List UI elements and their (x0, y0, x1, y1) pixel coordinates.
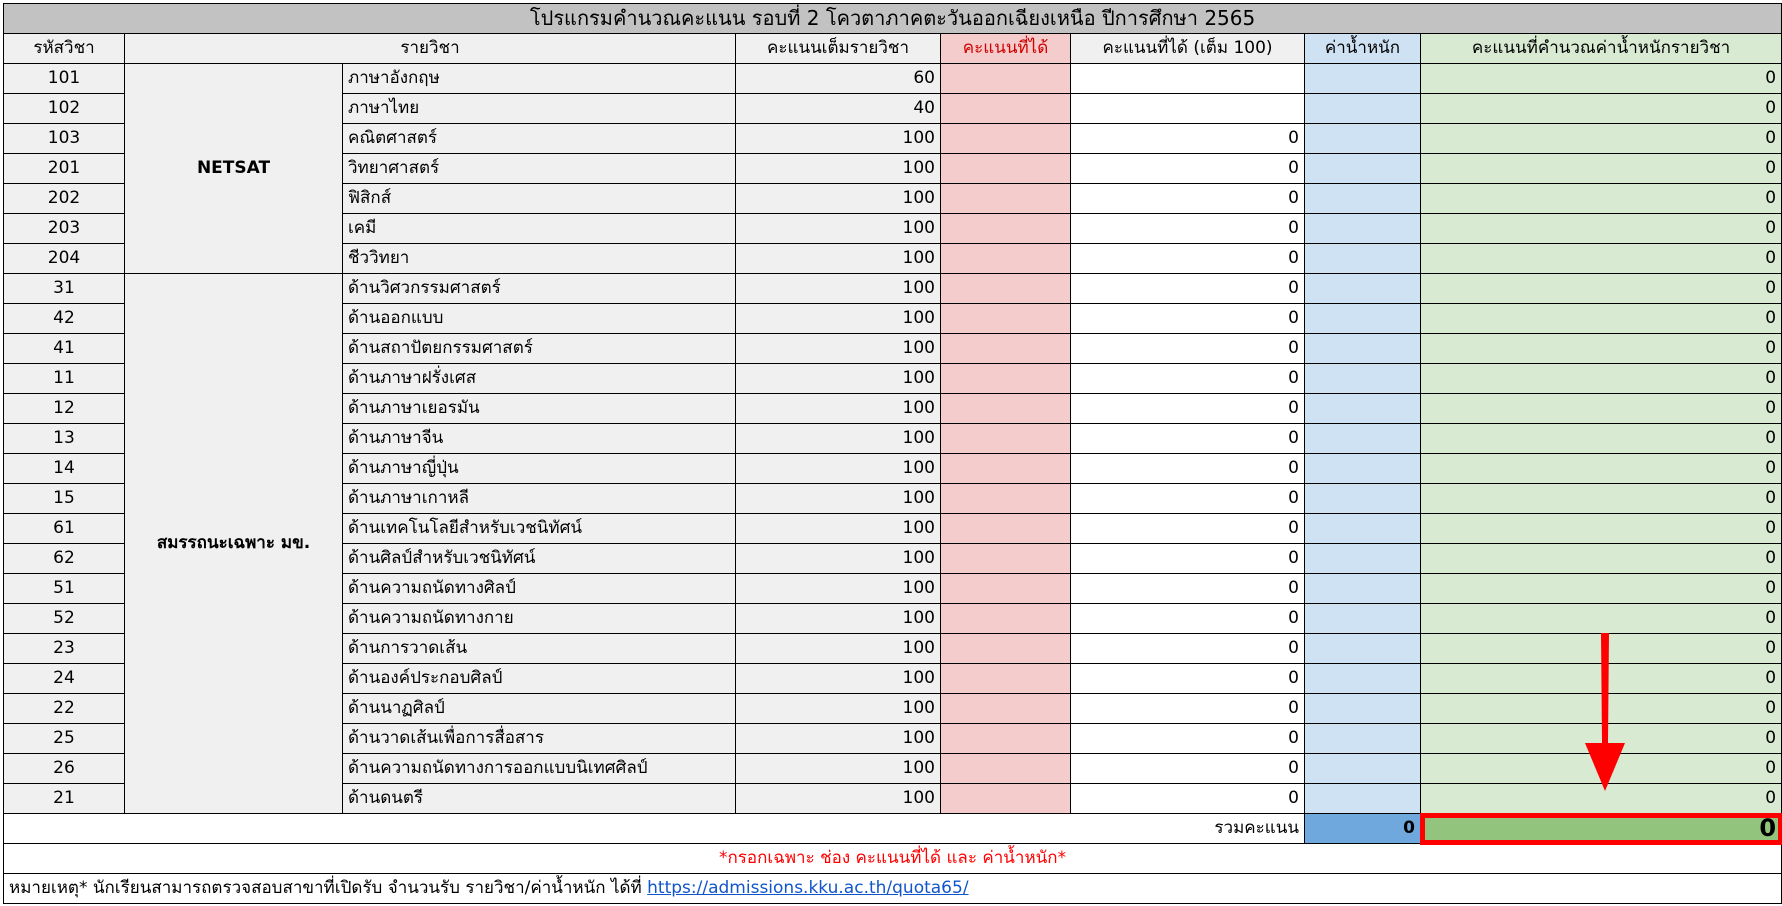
score-input-cell[interactable] (941, 784, 1071, 814)
subject-code: 204 (4, 244, 125, 274)
score-100: 0 (1071, 334, 1305, 364)
weighted-score: 0 (1421, 424, 1782, 454)
score-100: 0 (1071, 394, 1305, 424)
weight-input-cell[interactable] (1305, 214, 1421, 244)
subject-code: 24 (4, 664, 125, 694)
weighted-score: 0 (1421, 544, 1782, 574)
weight-input-cell[interactable] (1305, 394, 1421, 424)
note-cell (4, 874, 1782, 904)
subject-code: 31 (4, 274, 125, 304)
weighted-score: 0 (1421, 724, 1782, 754)
weight-input-cell[interactable] (1305, 424, 1421, 454)
weighted-score: 0 (1421, 94, 1782, 124)
weight-input-cell[interactable] (1305, 694, 1421, 724)
subject-code: 201 (4, 154, 125, 184)
weighted-score: 0 (1421, 214, 1782, 244)
weighted-score: 0 (1421, 784, 1782, 814)
score-100: 0 (1071, 694, 1305, 724)
full-score: 100 (736, 244, 941, 274)
score-100: 0 (1071, 454, 1305, 484)
score-input-cell[interactable] (941, 694, 1071, 724)
score-calculator-sheet (3, 3, 1782, 904)
score-input-cell[interactable] (941, 244, 1071, 274)
score-100: 0 (1071, 724, 1305, 754)
score-input-cell[interactable] (941, 184, 1071, 214)
weighted-score: 0 (1421, 304, 1782, 334)
subject-name: ด้านภาษาฝรั่งเศส (343, 364, 736, 394)
score-100: 0 (1071, 244, 1305, 274)
table-row (4, 274, 1782, 304)
subject-name: ฟิสิกส์ (343, 184, 736, 214)
weighted-score: 0 (1421, 664, 1782, 694)
score-input-cell[interactable] (941, 274, 1071, 304)
score-100: 0 (1071, 514, 1305, 544)
weighted-score: 0 (1421, 454, 1782, 484)
full-score: 100 (736, 754, 941, 784)
weighted-score: 0 (1421, 694, 1782, 724)
subject-name: ด้านออกแบบ (343, 304, 736, 334)
weighted-score: 0 (1421, 64, 1782, 94)
full-score: 100 (736, 124, 941, 154)
score-input-cell[interactable] (941, 574, 1071, 604)
subject-name: ด้านเทคโนโลยีสำหรับเวชนิทัศน์ (343, 514, 736, 544)
weight-input-cell[interactable] (1305, 604, 1421, 634)
header-weighted: คะแนนที่คำนวณค่าน้ำหนักรายวิชา (1421, 34, 1782, 64)
weight-input-cell[interactable] (1305, 754, 1421, 784)
subject-name: ภาษาไทย (343, 94, 736, 124)
score-input-cell[interactable] (941, 154, 1071, 184)
subject-code: 21 (4, 784, 125, 814)
score-100 (1071, 94, 1305, 124)
subject-code: 103 (4, 124, 125, 154)
score-input-cell[interactable] (941, 124, 1071, 154)
full-score: 100 (736, 424, 941, 454)
header-score: คะแนนที่ได้ (941, 34, 1071, 64)
weighted-score: 0 (1421, 364, 1782, 394)
subject-code: 22 (4, 694, 125, 724)
full-score: 100 (736, 574, 941, 604)
weight-input-cell[interactable] (1305, 634, 1421, 664)
subject-name: ด้านนาฏศิลป์ (343, 694, 736, 724)
total-weighted-cell[interactable]: 0 (1421, 814, 1782, 844)
full-score: 100 (736, 694, 941, 724)
full-score: 100 (736, 664, 941, 694)
table-row (4, 64, 1782, 94)
subject-name: ชีววิทยา (343, 244, 736, 274)
red-arrow-icon (1585, 633, 1625, 791)
score-input-cell[interactable] (941, 394, 1071, 424)
subject-code: 52 (4, 604, 125, 634)
subject-name: ด้านสถาปัตยกรรมศาสตร์ (343, 334, 736, 364)
subject-code: 14 (4, 454, 125, 484)
full-score: 40 (736, 94, 941, 124)
weight-input-cell[interactable] (1305, 154, 1421, 184)
weighted-score: 0 (1421, 604, 1782, 634)
subject-code: 12 (4, 394, 125, 424)
weighted-score: 0 (1421, 274, 1782, 304)
weight-input-cell[interactable] (1305, 664, 1421, 694)
subject-name: ด้านภาษาจีน (343, 424, 736, 454)
subject-name: ด้านภาษาเกาหลี (343, 484, 736, 514)
weighted-score: 0 (1421, 394, 1782, 424)
subject-code: 62 (4, 544, 125, 574)
subject-name: วิทยาศาสตร์ (343, 154, 736, 184)
weight-input-cell[interactable] (1305, 784, 1421, 814)
score-input-cell[interactable] (941, 304, 1071, 334)
score-input-cell[interactable] (941, 604, 1071, 634)
total-weight-cell[interactable]: 0 (1305, 814, 1421, 844)
score-100: 0 (1071, 574, 1305, 604)
subject-code: 61 (4, 514, 125, 544)
weighted-score: 0 (1421, 334, 1782, 364)
score-100: 0 (1071, 604, 1305, 634)
full-score: 100 (736, 604, 941, 634)
header-subject: รายวิชา (125, 34, 736, 64)
subject-name: ด้านภาษาญี่ปุ่น (343, 454, 736, 484)
subject-code: 41 (4, 334, 125, 364)
header-weight: ค่าน้ำหนัก (1305, 34, 1421, 64)
score-100: 0 (1071, 304, 1305, 334)
full-score: 100 (736, 304, 941, 334)
weight-input-cell[interactable] (1305, 544, 1421, 574)
subject-name: ด้านดนตรี (343, 784, 736, 814)
subject-name: คณิตศาสตร์ (343, 124, 736, 154)
full-score: 100 (736, 634, 941, 664)
score-100: 0 (1071, 424, 1305, 454)
score-100: 0 (1071, 664, 1305, 694)
weight-input-cell[interactable] (1305, 274, 1421, 304)
weight-input-cell[interactable] (1305, 724, 1421, 754)
full-score: 60 (736, 64, 941, 94)
full-score: 100 (736, 544, 941, 574)
score-input-cell[interactable] (941, 724, 1071, 754)
score-input-cell[interactable] (941, 64, 1071, 94)
subject-code: 202 (4, 184, 125, 214)
score-input-cell[interactable] (941, 754, 1071, 784)
full-score: 100 (736, 454, 941, 484)
subject-code: 101 (4, 64, 125, 94)
subject-code: 203 (4, 214, 125, 244)
subject-code: 102 (4, 94, 125, 124)
header-score-100: คะแนนที่ได้ (เต็ม 100) (1071, 34, 1305, 64)
subject-code: 42 (4, 304, 125, 334)
subject-code: 26 (4, 754, 125, 784)
full-score: 100 (736, 394, 941, 424)
weight-input-cell[interactable] (1305, 574, 1421, 604)
weight-input-cell[interactable] (1305, 184, 1421, 214)
subject-code: 51 (4, 574, 125, 604)
subject-code: 15 (4, 484, 125, 514)
weight-input-cell[interactable] (1305, 484, 1421, 514)
score-input-cell[interactable] (941, 94, 1071, 124)
note-text: หมายเหตุ* นักเรียนสามารถตรวจสอบสาขาที่เปิดรับ จำนวนรับ รายวิชา/ค่าน้ำหนัก ได้ที่ (9, 878, 648, 898)
score-input-cell[interactable] (941, 364, 1071, 394)
full-score: 100 (736, 484, 941, 514)
subject-code: 23 (4, 634, 125, 664)
score-input-cell[interactable] (941, 484, 1071, 514)
total-label: รวมคะแนน (4, 814, 1305, 844)
header-code: รหัสวิชา (4, 34, 125, 64)
subject-name: ด้านวาดเส้นเพื่อการสื่อสาร (343, 724, 736, 754)
subject-name: ด้านศิลป์สำหรับเวชนิทัศน์ (343, 544, 736, 574)
full-score: 100 (736, 274, 941, 304)
score-100: 0 (1071, 784, 1305, 814)
weight-input-cell[interactable] (1305, 94, 1421, 124)
subject-name: เคมี (343, 214, 736, 244)
subject-name: ด้านภาษาเยอรมัน (343, 394, 736, 424)
subject-name: ด้านความถนัดทางกาย (343, 604, 736, 634)
full-score: 100 (736, 784, 941, 814)
subject-name: ด้านความถนัดทางศิลป์ (343, 574, 736, 604)
score-input-cell[interactable] (941, 454, 1071, 484)
weighted-score: 0 (1421, 184, 1782, 214)
weight-input-cell[interactable] (1305, 124, 1421, 154)
weighted-score: 0 (1421, 124, 1782, 154)
score-100: 0 (1071, 124, 1305, 154)
weight-input-cell[interactable] (1305, 364, 1421, 394)
instruction-text: *กรอกเฉพาะ ช่อง คะแนนที่ได้ และ ค่าน้ำหนัก* (4, 844, 1782, 874)
score-100: 0 (1071, 544, 1305, 574)
subject-name: ด้านการวาดเส้น (343, 634, 736, 664)
weighted-score: 0 (1421, 574, 1782, 604)
full-score: 100 (736, 334, 941, 364)
score-100: 0 (1071, 214, 1305, 244)
admissions-link[interactable]: https://admissions.kku.ac.th/quota65/ (647, 878, 969, 898)
score-input-cell[interactable] (941, 424, 1071, 454)
full-score: 100 (736, 154, 941, 184)
header-full-score: คะแนนเต็มรายวิชา (736, 34, 941, 64)
score-100: 0 (1071, 364, 1305, 394)
score-100: 0 (1071, 634, 1305, 664)
score-input-cell[interactable] (941, 334, 1071, 364)
weight-input-cell[interactable] (1305, 244, 1421, 274)
full-score: 100 (736, 724, 941, 754)
sheet-title: โปรแกรมคำนวณคะแนน รอบที่ 2 โควตาภาคตะวันออกเฉียงเหนือ ปีการศึกษา 2565 (4, 4, 1782, 34)
full-score: 100 (736, 184, 941, 214)
full-score: 100 (736, 514, 941, 544)
subject-code: 13 (4, 424, 125, 454)
weighted-score: 0 (1421, 514, 1782, 544)
weight-input-cell[interactable] (1305, 454, 1421, 484)
weight-input-cell[interactable] (1305, 304, 1421, 334)
score-input-cell[interactable] (941, 634, 1071, 664)
full-score: 100 (736, 364, 941, 394)
score-100 (1071, 64, 1305, 94)
subject-code: 11 (4, 364, 125, 394)
score-input-cell[interactable] (941, 664, 1071, 694)
subject-name: ภาษาอังกฤษ (343, 64, 736, 94)
score-100: 0 (1071, 484, 1305, 514)
score-100: 0 (1071, 154, 1305, 184)
score-100: 0 (1071, 274, 1305, 304)
score-input-cell[interactable] (941, 544, 1071, 574)
weighted-score: 0 (1421, 484, 1782, 514)
subject-name: ด้านองค์ประกอบศิลป์ (343, 664, 736, 694)
weighted-score: 0 (1421, 634, 1782, 664)
full-score: 100 (736, 214, 941, 244)
weight-input-cell[interactable] (1305, 514, 1421, 544)
score-100: 0 (1071, 754, 1305, 784)
weight-input-cell[interactable] (1305, 64, 1421, 94)
group-netsat: NETSAT (125, 64, 343, 274)
group-competency: สมรรถนะเฉพาะ มข. (125, 274, 343, 814)
score-100: 0 (1071, 184, 1305, 214)
weighted-score: 0 (1421, 154, 1782, 184)
weighted-score: 0 (1421, 754, 1782, 784)
subject-name: ด้านวิศวกรรมศาสตร์ (343, 274, 736, 304)
score-input-cell[interactable] (941, 514, 1071, 544)
weight-input-cell[interactable] (1305, 334, 1421, 364)
subject-name: ด้านความถนัดทางการออกแบบนิเทศศิลป์ (343, 754, 736, 784)
weighted-score: 0 (1421, 244, 1782, 274)
score-input-cell[interactable] (941, 214, 1071, 244)
subject-code: 25 (4, 724, 125, 754)
